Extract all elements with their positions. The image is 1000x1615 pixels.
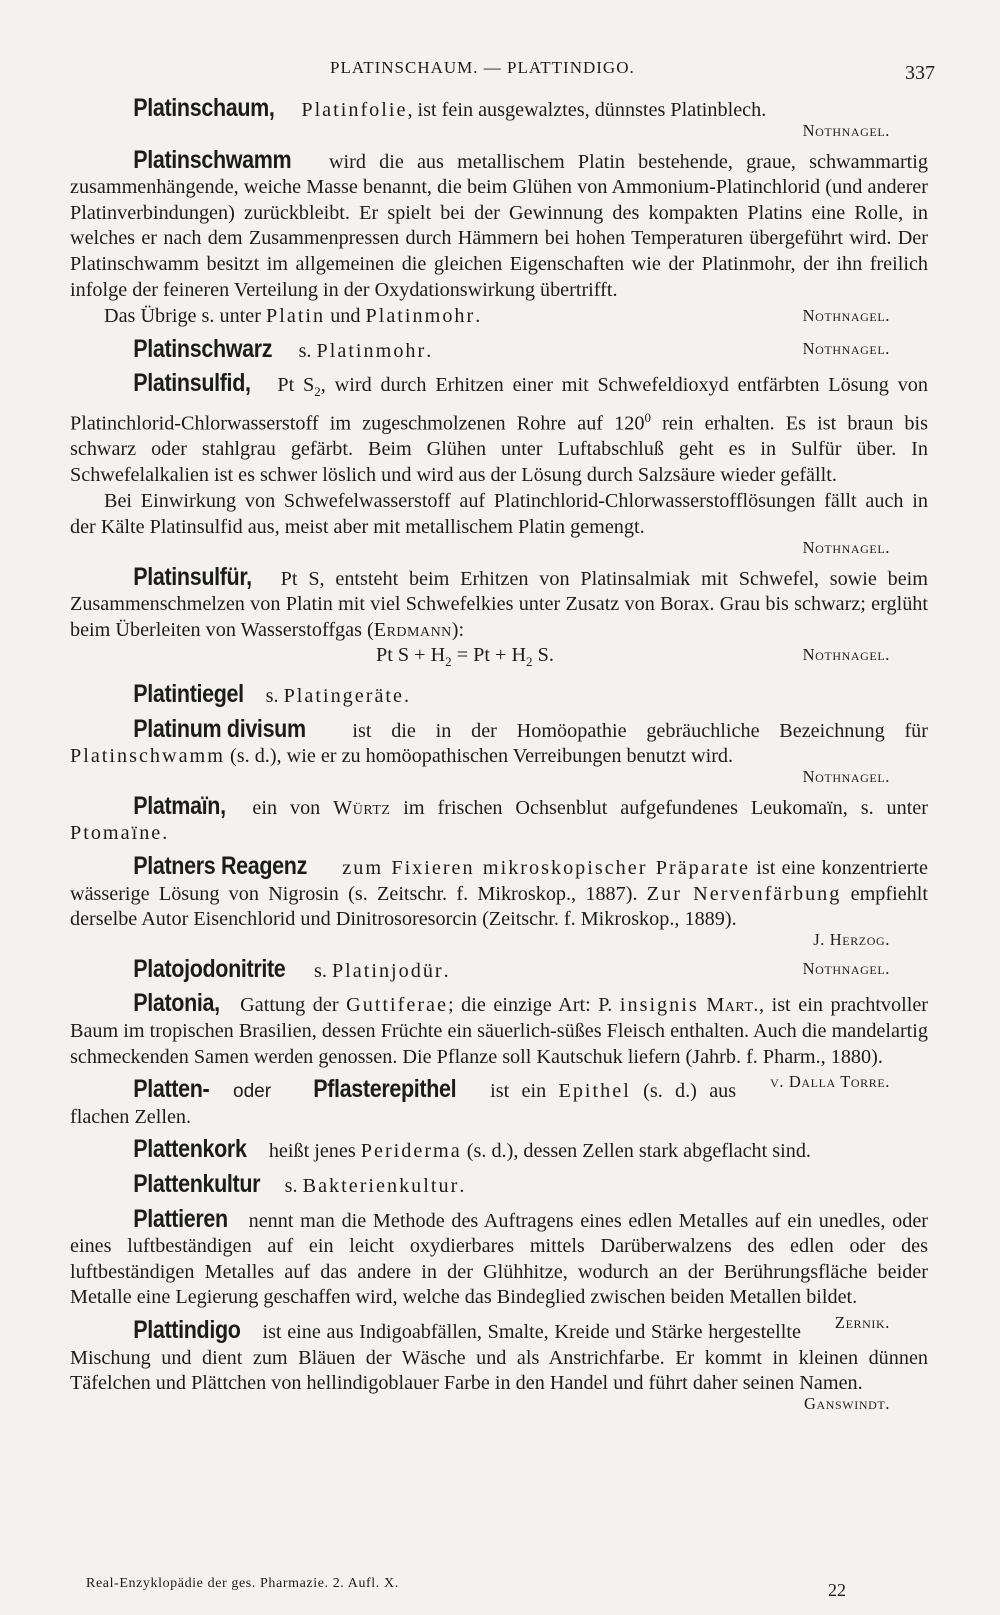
page-number: 337 (905, 62, 935, 84)
entry-paragraph (70, 304, 928, 330)
subscript: 2 (526, 654, 533, 670)
spaced-text: Platinmohr (365, 305, 476, 328)
entry-paragraph (70, 791, 928, 847)
headword: Platmaïn, (133, 791, 226, 820)
formula-part: = Pt + H (451, 644, 527, 667)
entry-paragraph (70, 1137, 928, 1165)
entry-paragraph (70, 371, 928, 488)
spaced-text: Bakterienkultur (302, 1174, 460, 1197)
headword: Platinschwamm (133, 145, 292, 174)
entry-platinum-divisum (70, 714, 928, 787)
text-run: Pt S, entsteht beim Erhitzen von Platinsalmiak mit Schwefel, sowie beim Zusammenschmelzen von Platin mit viel Schwefelkies unter Zusatz von Borax. Grau bis schwarz; erglüht beim Überleiten von Wasserstoffgas ( (70, 567, 928, 641)
text-run: nennt man die Methode des Auftragens eines edlen Metalles auf ein unedles, oder eines luftbeständigen auf ein leicht oxydierbares mittels Darüberwalzens des edlen oder des luftbeständigen Metalles auf das andere in der Glühhitze, wodurch an der Berührungsfläche beider Metalle eine Legierung geschaffen wird, welche das Bindeglied zwischen beiden Metallen bildet. (70, 1209, 928, 1309)
entry-plattenkultur (70, 1169, 928, 1200)
headword: Platinschaum, (133, 94, 275, 122)
text-run: , ist ein prachtvoller Baum im tropischen Brasilien, dessen Früchte ein säuerlich-süßes Fleisch enthalten. Auch die mandelartig schmeckenden Samen werden genossen. Die Pflanze soll Kautschuk liefern (Jahrb. f. Pharm., 1880). (70, 994, 929, 1068)
small-caps-text: Würtz (333, 796, 391, 819)
text-run: ist die in der Homöopathie gebräuchliche Bezeichnung für (332, 719, 928, 742)
entry-platners-reagenz (70, 854, 928, 950)
text-run: s. (293, 339, 317, 362)
entry-platinschaum (70, 96, 928, 141)
headword: Plattenkultur (133, 1169, 261, 1198)
headword: Platinum divisum (133, 714, 306, 743)
spaced-text: insignis (619, 994, 699, 1017)
small-caps-text: Erdmann (373, 618, 452, 641)
spaced-text: Periderma (360, 1140, 462, 1163)
spaced-text: Platinjodür (331, 959, 444, 982)
author-signature: Zernik. (834, 1312, 890, 1332)
headword: Plattieren (133, 1204, 228, 1233)
subscript: 2 (445, 654, 452, 670)
spaced-text: Platin (266, 305, 326, 328)
spaced-text: Platingeräte (283, 685, 404, 708)
author-signature: Nothnagel. (802, 645, 890, 665)
headword: Platners Reagenz (133, 852, 307, 881)
text-run: . (459, 1174, 465, 1197)
author-signature: Ganswindt. (803, 1393, 890, 1413)
formula-part: Pt S + H (376, 644, 446, 667)
headword: Plattindigo (133, 1315, 241, 1344)
spaced-text: zum Fixieren mikroskopischer Präparate (334, 857, 750, 880)
entry-paragraph (70, 96, 928, 124)
entry-paragraph (70, 854, 928, 933)
entry-plattindigo (70, 1315, 928, 1414)
text-run: ; die einzige Art: P. (447, 994, 620, 1017)
entry-paragraph (70, 682, 928, 710)
entry-platinsulfuer (70, 562, 928, 675)
text-run: im frischen Ochsenblut aufgefundenes Leukomaïn, s. unter (390, 796, 928, 819)
text-run: heißt jenes (263, 1140, 361, 1163)
entry-platinschwarz (70, 334, 928, 365)
small-caps-text: Mart. (706, 994, 759, 1017)
text-run: Das Übrige s. unter (104, 305, 267, 328)
author-signature: v. Dalla Torre. (770, 1072, 890, 1092)
entry-paragraph (70, 334, 928, 365)
spaced-text: Ptomaïne (70, 822, 163, 845)
chemical-formula (70, 643, 928, 675)
author-signature: Nothnagel. (802, 537, 890, 557)
entry-paragraph (70, 562, 928, 644)
author-signature: J. Herzog. (813, 929, 890, 949)
superscript: 0 (644, 409, 651, 425)
spaced-text: Zur Nervenfärbung (646, 882, 842, 905)
entry-paragraph (70, 1315, 928, 1397)
headword: Platinsulfid, (133, 369, 251, 398)
signature-mark: 22 (828, 1580, 846, 1600)
author-signature: Nothnagel. (802, 120, 890, 140)
entry-platintiegel (70, 682, 928, 710)
spaced-text: Platinfolie (301, 99, 408, 121)
entry-plattenkork (70, 1137, 928, 1165)
text-run: Gattung der (232, 994, 347, 1017)
author-signature: Nothnagel. (802, 306, 890, 326)
text-run: ist ein (477, 1080, 559, 1103)
text-run: , wird durch Erhitzen einer mit Schwefeldioxyd entfärbten Lösung von Platinchlorid-Chlorwasserstoff im zugeschmolzenen Rohre auf 120 (70, 374, 928, 435)
headword: Platintiegel (133, 680, 244, 709)
text-run: s. (279, 1174, 303, 1197)
formula-part: S. (532, 644, 554, 667)
footer-source: Real-Enzyklopädie der ges. Pharmazie. 2. Aufl. X. (86, 1576, 399, 1591)
text-run: rein erhalten. Es ist braun bis schwarz oder stahlgrau gefärbt. Beim Glühen unter Luftabschluß geht es in Sulfür über. In Schwefelalkalien ist es schwer löslich und wird aus der Lösung durch Salzsäure wieder gefällt. (70, 412, 928, 486)
entry-paragraph (70, 1169, 928, 1200)
author-signature: Nothnagel. (802, 766, 890, 786)
entry-platojodonitrite (70, 954, 928, 985)
entry-platinsulfid (70, 371, 928, 557)
author-signature: Nothnagel. (802, 958, 890, 978)
entry-paragraph (70, 714, 928, 770)
entry-paragraph (70, 145, 928, 304)
entry-platmain (70, 791, 928, 847)
subscript: 2 (314, 384, 321, 400)
headword: Platonia, (133, 989, 220, 1018)
spaced-text: Guttiferae (346, 994, 448, 1017)
author-signature: Nothnagel. (802, 338, 890, 358)
running-head: PLATINSCHAUM. — PLATTINDIGO. (330, 58, 635, 77)
spaced-text: Platinmohr (316, 339, 427, 362)
headword: Platojodonitrite (133, 954, 286, 983)
headword-connector: oder (220, 1081, 284, 1103)
spaced-text: Epithel (558, 1080, 631, 1103)
body-text (70, 96, 928, 1421)
spaced-text: Platinschwamm (70, 745, 225, 768)
text-run: s. (308, 959, 332, 982)
text-run: ist eine konzentrierte wässerige Lösung von Nigrosin (s. Zeitschr. f. Mikroskop., 1887). (70, 857, 929, 905)
headword: Pflasterepithel (312, 1075, 456, 1104)
text-run: . (443, 959, 449, 982)
text-run: . (426, 339, 432, 362)
text-run: ): (451, 618, 465, 641)
headword: Plattenkork (133, 1135, 247, 1164)
entry-platinschwamm (70, 145, 928, 330)
text-run: , ist fein ausgewalztes, dünnstes Platinblech. (407, 99, 767, 121)
entry-paragraph (70, 954, 928, 985)
text-run: s. (260, 685, 284, 708)
text-run: Pt S (268, 374, 315, 397)
headword: Platinschwarz (133, 334, 273, 363)
text-run: und (325, 305, 366, 328)
text-run: . (162, 822, 168, 845)
text-run: ist eine aus Indigoabfällen, Smalte, Kreide und Stärke hergestellte Mischung und dient zum Bläuen der Wäsche und als Anstrichfarbe. Er kommt in kleinen dünnen Täfelchen und Plättchen von hellindigoblauer Farbe in den Handel und führt daher seinen Namen. (70, 1320, 928, 1395)
text-run: . (403, 685, 410, 708)
entry-paragraph: Bei Einwirkung von Schwefelwasserstoff auf Platinchlorid-Chlorwasserstofflösungen fällt auch in der Kälte Platinsulfid aus, meist aber mit metallischem Platin gemengt. (70, 490, 928, 539)
headword: Platinsulfür, (133, 562, 252, 591)
text-run: wird die aus metallischem Platin bestehende, graue, schwammartig zusammenhängende, weiche Masse benannt, die beim Glühen von Ammonium-Platinchlorid (und anderer Platinverbindungen) zurückbleibt. Er spielt bei der Gewinnung des kompakten Platins eine Rolle, in welches er nach dem Zusammenpressen durch Hämmern bei hohen Temperaturen übergeführt wird. Der Platinschwamm besitzt im allgemeinen die gleichen Eigenschaften wie der Platinmohr, der ihn freilich infolge der feineren Verteilung in der Oxydationswirkung übertrifft. (70, 150, 928, 301)
text-run: . (475, 305, 481, 328)
text-run: (s. d.) aus flachen Zellen. (70, 1080, 737, 1128)
text-run: (s. d.), wie er zu homöopathischen Verreibungen benutzt wird. (224, 745, 734, 768)
text-run: (s. d.), dessen Zellen stark abgeflacht sind. (461, 1140, 811, 1163)
text-run: empfiehlt derselbe Autor Eisenchlorid und Dinitrosoresorcin (Zeitschr. f. Mikroskop., 1889). (70, 882, 928, 931)
headword: Platten- (133, 1075, 210, 1104)
text-run: ein von (239, 796, 334, 819)
